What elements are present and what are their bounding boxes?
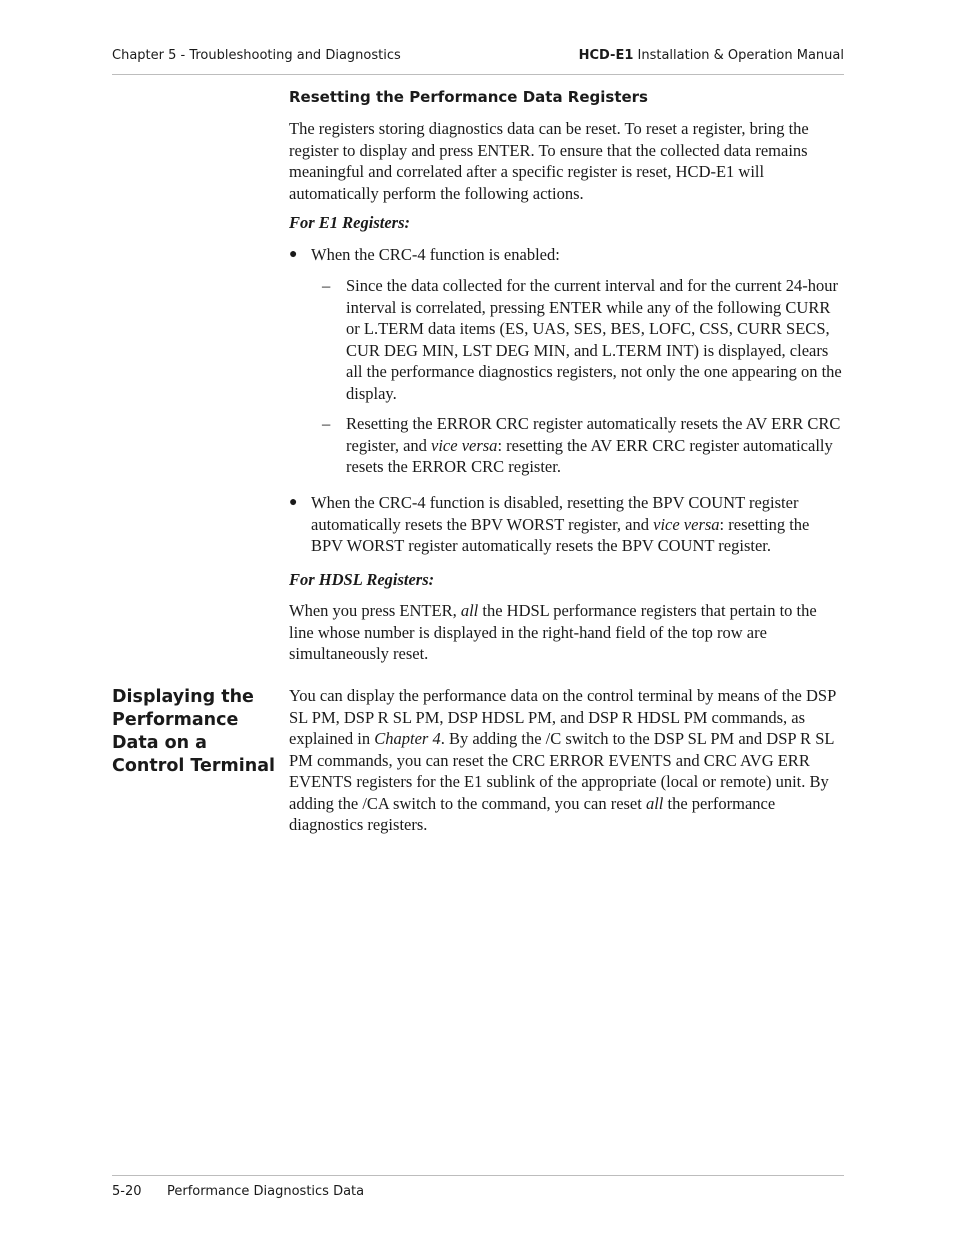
bullet-text xyxy=(311,492,845,557)
display-text xyxy=(289,685,845,836)
display-part-c: the performance diagnostics registers. xyxy=(289,793,776,834)
bullet2-part-a: When the CRC-4 function is disabled, resetting the BPV COUNT register automatically resets the BPV WORST register, and xyxy=(311,493,799,534)
hdsl-italic: all xyxy=(460,601,479,620)
hdsl-paragraph xyxy=(289,600,845,665)
display-italic-chapter: Chapter 4 xyxy=(374,729,441,748)
header-manual-rest: Installation & Operation Manual xyxy=(633,48,844,63)
hdsl-part-a: When you press ENTER, xyxy=(289,601,461,620)
header-manual-title xyxy=(579,48,844,63)
bullet2-italic: vice versa xyxy=(653,514,720,534)
display-part-a: You can display the performance data on the control terminal by means of the DSP SL PM, DSP R SL PM, DSP HDSL PM, and DSP R HDSL PM commands, as explained in xyxy=(289,686,836,748)
intro-paragraph xyxy=(289,118,845,204)
header-product: HCD-E1 xyxy=(578,48,634,63)
footer-section-title: Performance Diagnostics Data xyxy=(167,1184,365,1199)
dash2-part-a: Resetting the ERROR CRC register automatically resets the AV ERR CRC register, and xyxy=(346,414,841,455)
section-title-resetting: Resetting the Performance Data Registers xyxy=(289,88,648,106)
hdsl-text xyxy=(289,600,845,665)
page-footer xyxy=(112,1175,844,1202)
side-heading-displaying: Displaying the Performance Data on a Control Terminal xyxy=(112,687,276,776)
page-header xyxy=(112,48,844,75)
e1-registers-heading xyxy=(289,212,845,234)
display-part-b: . By adding the /C switch to the DSP SL PM and DSP R SL PM commands, you can reset the CRC ERROR EVENTS and CRC AVG ERR EVENTS registers for the E1 sublink of the appropriate (local or remote) unit. By adding the /CA switch to the command, you can reset xyxy=(289,729,834,813)
header-chapter: Chapter 5 - Troubleshooting and Diagnostics xyxy=(112,48,401,63)
hdsl-registers-heading xyxy=(289,569,845,591)
dash-text xyxy=(346,413,845,478)
hdsl-heading-text: For HDSL Registers: xyxy=(289,570,435,589)
display-italic-all: all xyxy=(645,793,664,813)
dash-text: Since the data collected for the current interval and for the current 24-hour interval is correlated, pressing ENTER while any of the following CURR or L.TERM data items (ES, UAS, SES, BES, LOFC, CSS, CURR SECS, CUR DEG MIN, LST DEG MIN, and L.TERM INT) is displayed, clears all the performance diagnostics registers, not only the one appearing on the display. xyxy=(346,276,842,403)
hdsl-part-b: the HDSL performance registers that pertain to the line whose number is displayed in the right-hand field of the top row are simultaneously reset. xyxy=(289,601,817,663)
page-number: 5-20 xyxy=(112,1184,142,1199)
bullet-icon: ● xyxy=(289,247,298,262)
bullet-icon: ● xyxy=(289,495,298,510)
intro-text: The registers storing diagnostics data can be reset. To reset a register, bring the register to display and press ENTER. To ensure that the collected data remains meaningful and correlated after a specific register is reset, HCD-E1 will automatically perform the following actions. xyxy=(289,119,809,203)
display-paragraph xyxy=(289,685,845,836)
bullet-text: When the CRC-4 function is enabled: xyxy=(311,245,560,264)
dash2-italic: vice versa xyxy=(431,435,498,455)
dash-icon: – xyxy=(322,414,331,433)
e1-heading-text: For E1 Registers: xyxy=(289,213,411,232)
dash2-part-b: : resetting the AV ERR CRC register automatically resets the ERROR CRC register. xyxy=(346,435,833,476)
dash-icon: – xyxy=(322,276,331,295)
bullet2-part-b: : resetting the BPV WORST register automatically resets the BPV COUNT register. xyxy=(311,514,810,555)
